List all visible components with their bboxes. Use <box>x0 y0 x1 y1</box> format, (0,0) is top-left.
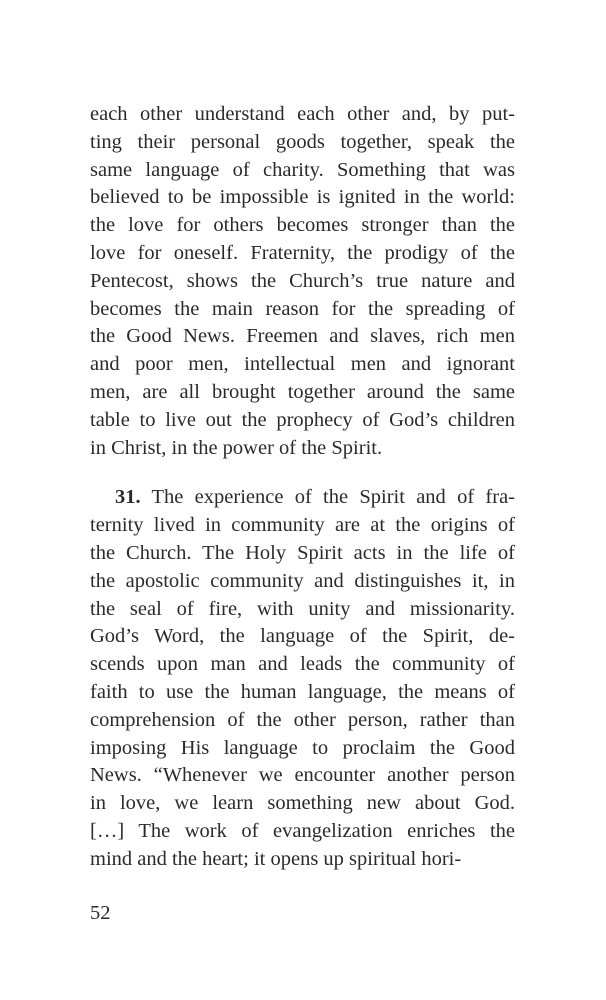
text-line: News. “Whenever we encounter another person <box>90 764 515 787</box>
text-line: Pentecost, shows the Church’s true nature and <box>90 269 515 292</box>
line-text: The experience of the Spirit and of fra- <box>151 486 515 509</box>
page-number: 52 <box>90 902 111 924</box>
text-line: the Church. The Holy Spirit acts in the life of <box>90 541 515 564</box>
text-line: mind and the heart; it opens up spiritual hori- <box>90 847 462 870</box>
text-line: same language of charity. Something that was <box>90 158 515 181</box>
text-line: the Good News. Freemen and slaves, rich men <box>90 325 515 348</box>
text-line: believed to be impossible is ignited in the world: <box>90 186 515 209</box>
text-line: men, are all brought together around the same <box>90 380 515 403</box>
text-line: table to live out the prophecy of God’s children <box>90 408 515 431</box>
text-line: in Christ, in the power of the Spirit. <box>90 436 383 459</box>
text-line: imposing His language to proclaim the Good <box>90 736 515 759</box>
text-line: the seal of fire, with unity and missionarity. <box>90 597 515 620</box>
text-line: the love for others becomes stronger than the <box>90 214 515 237</box>
text-line: ting their personal goods together, speak the <box>90 130 515 153</box>
text-line: faith to use the human language, the means of <box>90 680 515 703</box>
text-line: and poor men, intellectual men and ignorant <box>90 353 515 376</box>
text-line: the apostolic community and distinguishes it, in <box>90 569 515 592</box>
paragraph-31 <box>90 484 515 873</box>
text-line <box>90 484 515 512</box>
text-line: ternity lived in community are at the origins of <box>90 514 515 537</box>
text-line: love for oneself. Fraternity, the prodigy of the <box>90 241 515 264</box>
text-line: in love, we learn something new about God. <box>90 792 515 815</box>
text-line: […] The work of evangelization enriches the <box>90 819 515 842</box>
text-line: becomes the main reason for the spreading of <box>90 297 515 320</box>
text-line: scends upon man and leads the community of <box>90 653 515 676</box>
text-line: God’s Word, the language of the Spirit, de- <box>90 625 515 648</box>
paragraph-number: 31. <box>115 486 141 509</box>
page-body <box>90 101 515 896</box>
paragraph-continuation <box>90 101 515 462</box>
text-line: each other understand each other and, by put- <box>90 103 515 125</box>
text-line: comprehension of the other person, rather than <box>90 708 515 731</box>
